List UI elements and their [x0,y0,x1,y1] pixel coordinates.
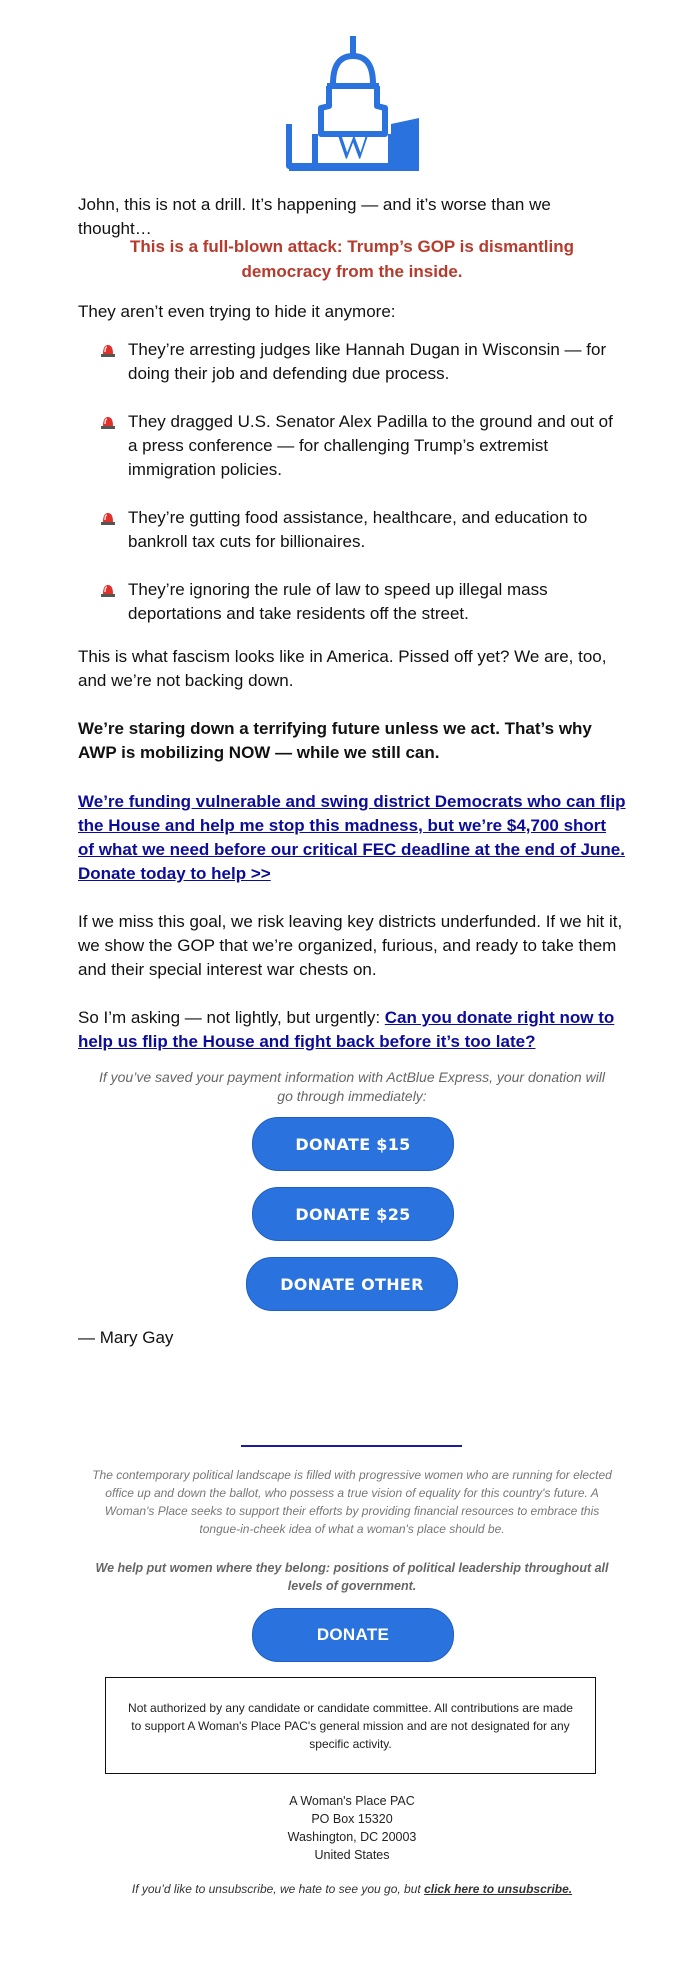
ask-donate-link[interactable]: Can you donate right now to help us flip the House and fight back before it’s too late? [78,1008,615,1051]
donate-link-paragraph [78,790,626,886]
disclaimer-text: Not authorized by any candidate or candidate committee. All contributions are made to support A Woman's Place PAC's general mission and are not designated for any specific activity. [128,1700,573,1751]
siren-icon [100,582,116,597]
ask-prefix: So I’m asking — not lightly, but urgently: [78,1008,385,1027]
bullet-text: They’re ignoring the rule of law to speed up illegal mass deportations and take residents off the street. [128,580,548,623]
capitol-logo-icon [285,34,421,174]
mission-bold-text: We help put women where they belong: positions of political leadership throughout all levels of government. [95,1561,609,1593]
headline: This is a full-blown attack: Trump’s GOP is dismantling democracy from the inside. [130,237,574,281]
unsubscribe-text [78,1882,626,1896]
greeting: John, this is not a drill. It’s happening — and it’s worse than we thought… [78,195,551,238]
disclaimer-box [105,1677,596,1774]
signature: — Mary Gay [78,1328,174,1347]
bullet-text: They’re arresting judges like Hannah Dugan in Wisconsin — for doing their job and defending due process. [128,340,607,383]
donate-25-button[interactable]: DONATE $25 [252,1187,454,1241]
list-item [100,338,620,386]
donate-link[interactable]: We’re funding vulnerable and swing district Democrats who can flip the House and help me stop this madness, but we’re $4,700 short of what we need before our critical FEC deadline at the end of June. Donate today to help >> [78,792,626,883]
mission-text: The contemporary political landscape is filled with progressive women who are running for elected office up and down the ballot, who possess a true vision of equality for this country's future. A Woman's Place seeks to support their efforts by providing financial resources to embrace this tongue-in-cheek idea of what a woman's place should be. [92,1468,612,1536]
bullet-list [100,338,620,650]
ask-paragraph [78,1006,626,1054]
bullet-text: They dragged U.S. Senator Alex Padilla to the ground and out of a press conference — for challenging Trump’s extremist immigration policies. [128,412,613,479]
fascism-paragraph: This is what fascism looks like in America. Pissed off yet? We are, too, and we’re not backing down. [78,647,607,690]
address-block [78,1792,626,1864]
bullet-text: They’re gutting food assistance, healthcare, and education to bankroll tax cuts for billionaires. [128,508,588,551]
address-line: A Woman's Place PAC [289,1794,415,1808]
list-item [100,410,620,482]
unsubscribe-link[interactable]: click here to unsubscribe. [424,1882,573,1896]
actblue-note: If you’ve saved your payment information with ActBlue Express, your donation will go through immediately: [98,1069,606,1104]
address-line: United States [314,1848,390,1862]
address-line: PO Box 15320 [311,1812,393,1826]
goal-paragraph: If we miss this goal, we risk leaving key districts underfunded. If we hit it, we show the GOP that we’re organized, furious, and ready to take them and their special interest war chests on. [78,912,623,979]
svg-text:W: W [336,126,370,166]
bold-paragraph: We’re staring down a terrifying future unless we act. That’s why AWP is mobilizing NOW — while we still can. [78,719,592,762]
donate-button[interactable]: DONATE [252,1608,454,1662]
siren-icon [100,510,116,525]
divider [241,1445,462,1447]
list-item [100,578,620,626]
list-item [100,506,620,554]
siren-icon [100,414,116,429]
donate-other-button[interactable]: DONATE OTHER [246,1257,458,1311]
donate-15-button[interactable]: DONATE $15 [252,1117,454,1171]
unsubscribe-prefix: If you’d like to unsubscribe, we hate to see you go, but [131,1882,425,1896]
siren-icon [100,342,116,357]
intro-text: They aren’t even trying to hide it anymore: [78,302,396,321]
address-line: Washington, DC 20003 [287,1830,417,1844]
